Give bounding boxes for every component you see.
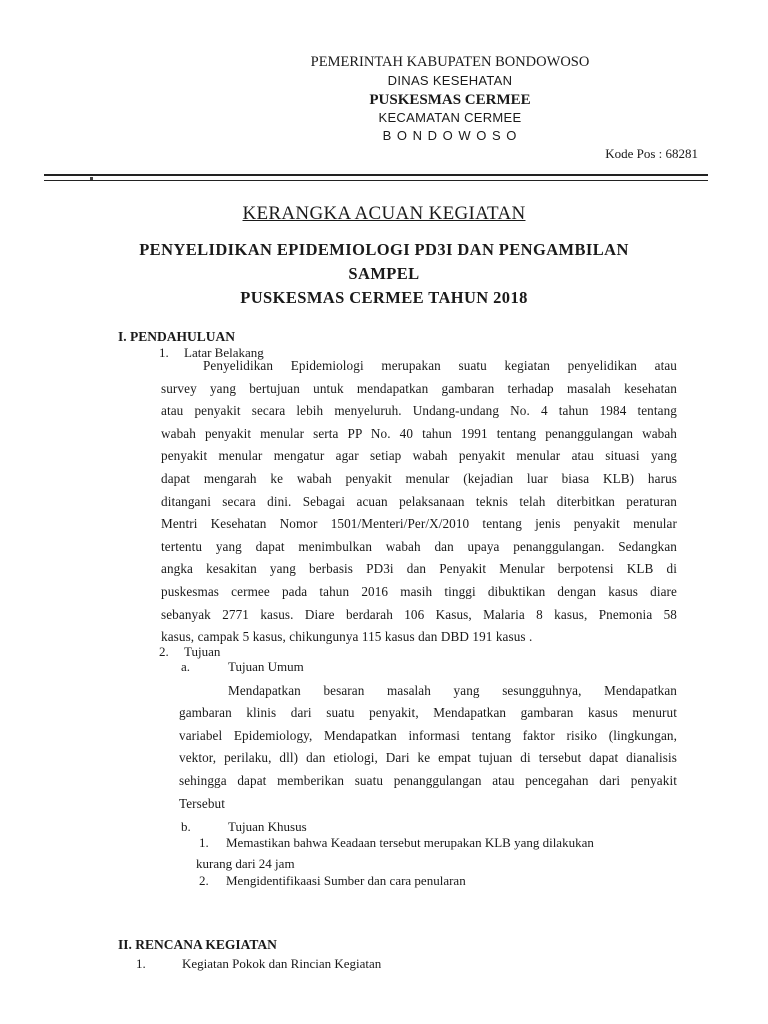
specific-objective-continuation: kurang dari 24 jam bbox=[196, 856, 295, 871]
sub-b-label: Tujuan Khusus bbox=[228, 819, 307, 834]
sub-a-label: Tujuan Umum bbox=[228, 659, 304, 674]
postal-code: Kode Pos : 68281 bbox=[605, 146, 698, 161]
specific-objective-number: 2. bbox=[199, 873, 209, 888]
section1-item1-label: Latar Belakang bbox=[184, 345, 264, 360]
section2-item1-number: 1. bbox=[136, 956, 146, 971]
background-line: survey yang bertujuan untuk mendapatkan gambaran terhadap masalah kesehatan bbox=[161, 381, 677, 396]
background-line: puskesmas cermee pada tahun 2016 masih tinggi dibuktikan dengan kasus diare bbox=[161, 584, 677, 599]
letterhead-organization: PUSKESMAS CERMEE bbox=[369, 92, 531, 108]
letterhead-department: DINAS KESEHATAN bbox=[387, 73, 513, 88]
general-objective-line: vektor, perilaku, dll) dan etiologi, Dari ke empat tujuan di tersebut dapat dianalisis bbox=[179, 750, 677, 765]
document-subtitle-line1: PENYELIDIKAN EPIDEMIOLOGI PD3I DAN PENGAMBILAN bbox=[139, 240, 629, 259]
letterhead-city: B O N D O W O S O bbox=[382, 128, 518, 143]
sub-a-letter: a. bbox=[181, 659, 191, 674]
general-objective-line: gambaran klinis dari suatu penyakit, Mendapatkan gambaran kasus menurut bbox=[179, 705, 677, 720]
document-subtitle-line2: SAMPEL bbox=[348, 264, 420, 283]
specific-objective-text: Mengidentifikaasi Sumber dan cara penularan bbox=[226, 873, 466, 888]
letterhead-government: PEMERINTAH KABUPATEN BONDOWOSO bbox=[310, 54, 590, 70]
background-line: tertentu yang dapat menimbulkan wabah dan upaya penanggulangan. Sedangkan bbox=[161, 539, 677, 554]
section1-item2-label: Tujuan bbox=[184, 644, 221, 659]
specific-objective-number: 1. bbox=[199, 835, 209, 850]
general-objective-line: sehingga dapat memberikan suatu penanggulangan atau pencegahan dari penyakit bbox=[179, 773, 677, 788]
letterhead-rule-thin bbox=[44, 180, 708, 181]
section1-heading: I. PENDAHULUAN bbox=[118, 329, 236, 344]
background-line: Mentri Kesehatan Nomor 1501/Menteri/Per/X/2010 tentang jenis penyakit menular bbox=[161, 516, 677, 531]
section2-heading: II. RENCANA KEGIATAN bbox=[118, 937, 277, 952]
letterhead-district: KECAMATAN CERMEE bbox=[378, 110, 522, 125]
letterhead-rule-thick bbox=[44, 174, 708, 176]
general-objective-line: Tersebut bbox=[179, 796, 226, 811]
background-line: kasus, campak 5 kasus, chikungunya 115 kasus dan DBD 191 kasus . bbox=[161, 629, 533, 644]
general-objective-line: variabel Epidemiology, Mendapatkan informasi tentang faktor risiko (lingkungan, bbox=[179, 728, 677, 743]
document-title: KERANGKA ACUAN KEGIATAN bbox=[242, 203, 526, 224]
background-line: atau penyakit secara lebih menyeluruh. Undang-undang No. 4 tahun 1984 tentang bbox=[161, 403, 677, 418]
section2-item1-label: Kegiatan Pokok dan Rincian Kegiatan bbox=[182, 956, 382, 971]
background-line: penyakit menular mengatur agar setiap wabah penyakit menular atau situasi yang bbox=[161, 448, 677, 463]
section1-item1-number: 1. bbox=[159, 345, 169, 360]
background-line: sebanyak 2771 kasus. Diare berdarah 106 Kasus, Malaria 8 kasus, Pnemonia 58 bbox=[161, 607, 677, 622]
background-line: wabah penyakit menular serta PP No. 40 tahun 1991 tentang penanggulangan wabah bbox=[161, 426, 677, 441]
section1-item2-number: 2. bbox=[159, 644, 169, 659]
rule-mark bbox=[90, 177, 93, 180]
background-line: ditangani secara dini. Sebagai acuan pelaksanaan teknis telah diterbitkan peraturan bbox=[161, 494, 677, 509]
sub-b-letter: b. bbox=[181, 819, 191, 834]
general-objective-line: Mendapatkan besaran masalah yang sesungguhnya, Mendapatkan bbox=[228, 683, 677, 698]
document-subtitle-line3: PUSKESMAS CERMEE TAHUN 2018 bbox=[240, 288, 528, 307]
background-line: Penyelidikan Epidemiologi merupakan suatu kegiatan penyelidikan atau bbox=[203, 358, 677, 373]
specific-objective-text: Memastikan bahwa Keadaan tersebut merupakan KLB yang dilakukan bbox=[226, 835, 594, 850]
background-line: angka kesakitan yang berbasis PD3i dan Penyakit Menular berpotensi KLB di bbox=[161, 561, 677, 576]
background-line: dapat mengarah ke wabah penyakit menular (kejadian luar biasa KLB) harus bbox=[161, 471, 677, 486]
